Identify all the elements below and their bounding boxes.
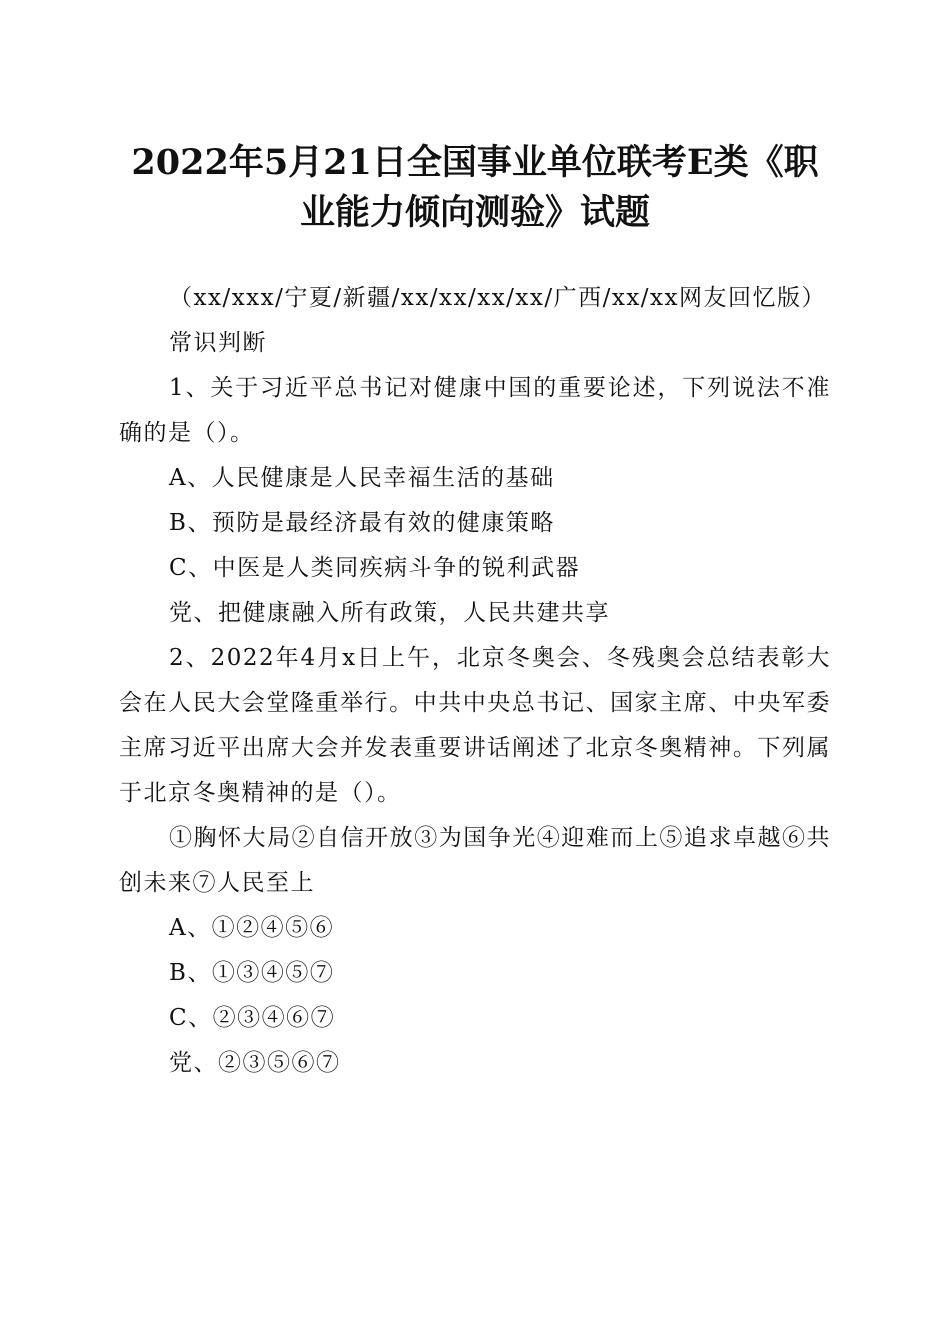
question-2-option-d: 党、②③⑤⑥⑦ <box>169 1050 341 1076</box>
question-2-option-b: B、①③④⑤⑦ <box>169 960 335 986</box>
document-title <box>110 138 840 238</box>
title-line-1: 2022年5月21日全国事业单位联考E类《职 <box>131 142 819 183</box>
document-body <box>119 276 831 1086</box>
title-line-2: 业能力倾向测验》试题 <box>299 192 650 233</box>
question-1-option-c: C、中医是人类同疾病斗争的锐利武器 <box>169 555 581 581</box>
question-1-option-b: B、预防是最经济最有效的健康策略 <box>169 510 555 536</box>
question-2-option-a: A、①②④⑤⑥ <box>169 915 335 941</box>
question-2-option-c: C、②③④⑥⑦ <box>169 1005 336 1031</box>
question-2-items: ①胸怀大局②自信开放③为国争光④迎难而上⑤追求卓越⑥共创未来⑦人民至上 <box>119 825 831 896</box>
question-1-option-d: 党、把健康融入所有政策，人民共建共享 <box>169 600 610 626</box>
question-2-stem: 2、2022年4月x日上午，北京冬奥会、冬残奥会总结表彰大会在人民大会堂隆重举行。中共中央总书记、国家主席、中央军委主席习近平出席大会并发表重要讲话阐述了北京冬奥精神。下列属于北京冬奥精神的是（）。 <box>119 645 831 806</box>
question-1-option-a: A、人民健康是人民幸福生活的基础 <box>169 465 555 491</box>
section-heading: 常识判断 <box>169 330 267 356</box>
question-1-stem: 1、关于习近平总书记对健康中国的重要论述，下列说法不准确的是（）。 <box>119 375 831 446</box>
source-note: （xx/xxx/宁夏/新疆/xx/xx/xx/xx/广西/xx/xx网友回忆版） <box>169 285 827 311</box>
